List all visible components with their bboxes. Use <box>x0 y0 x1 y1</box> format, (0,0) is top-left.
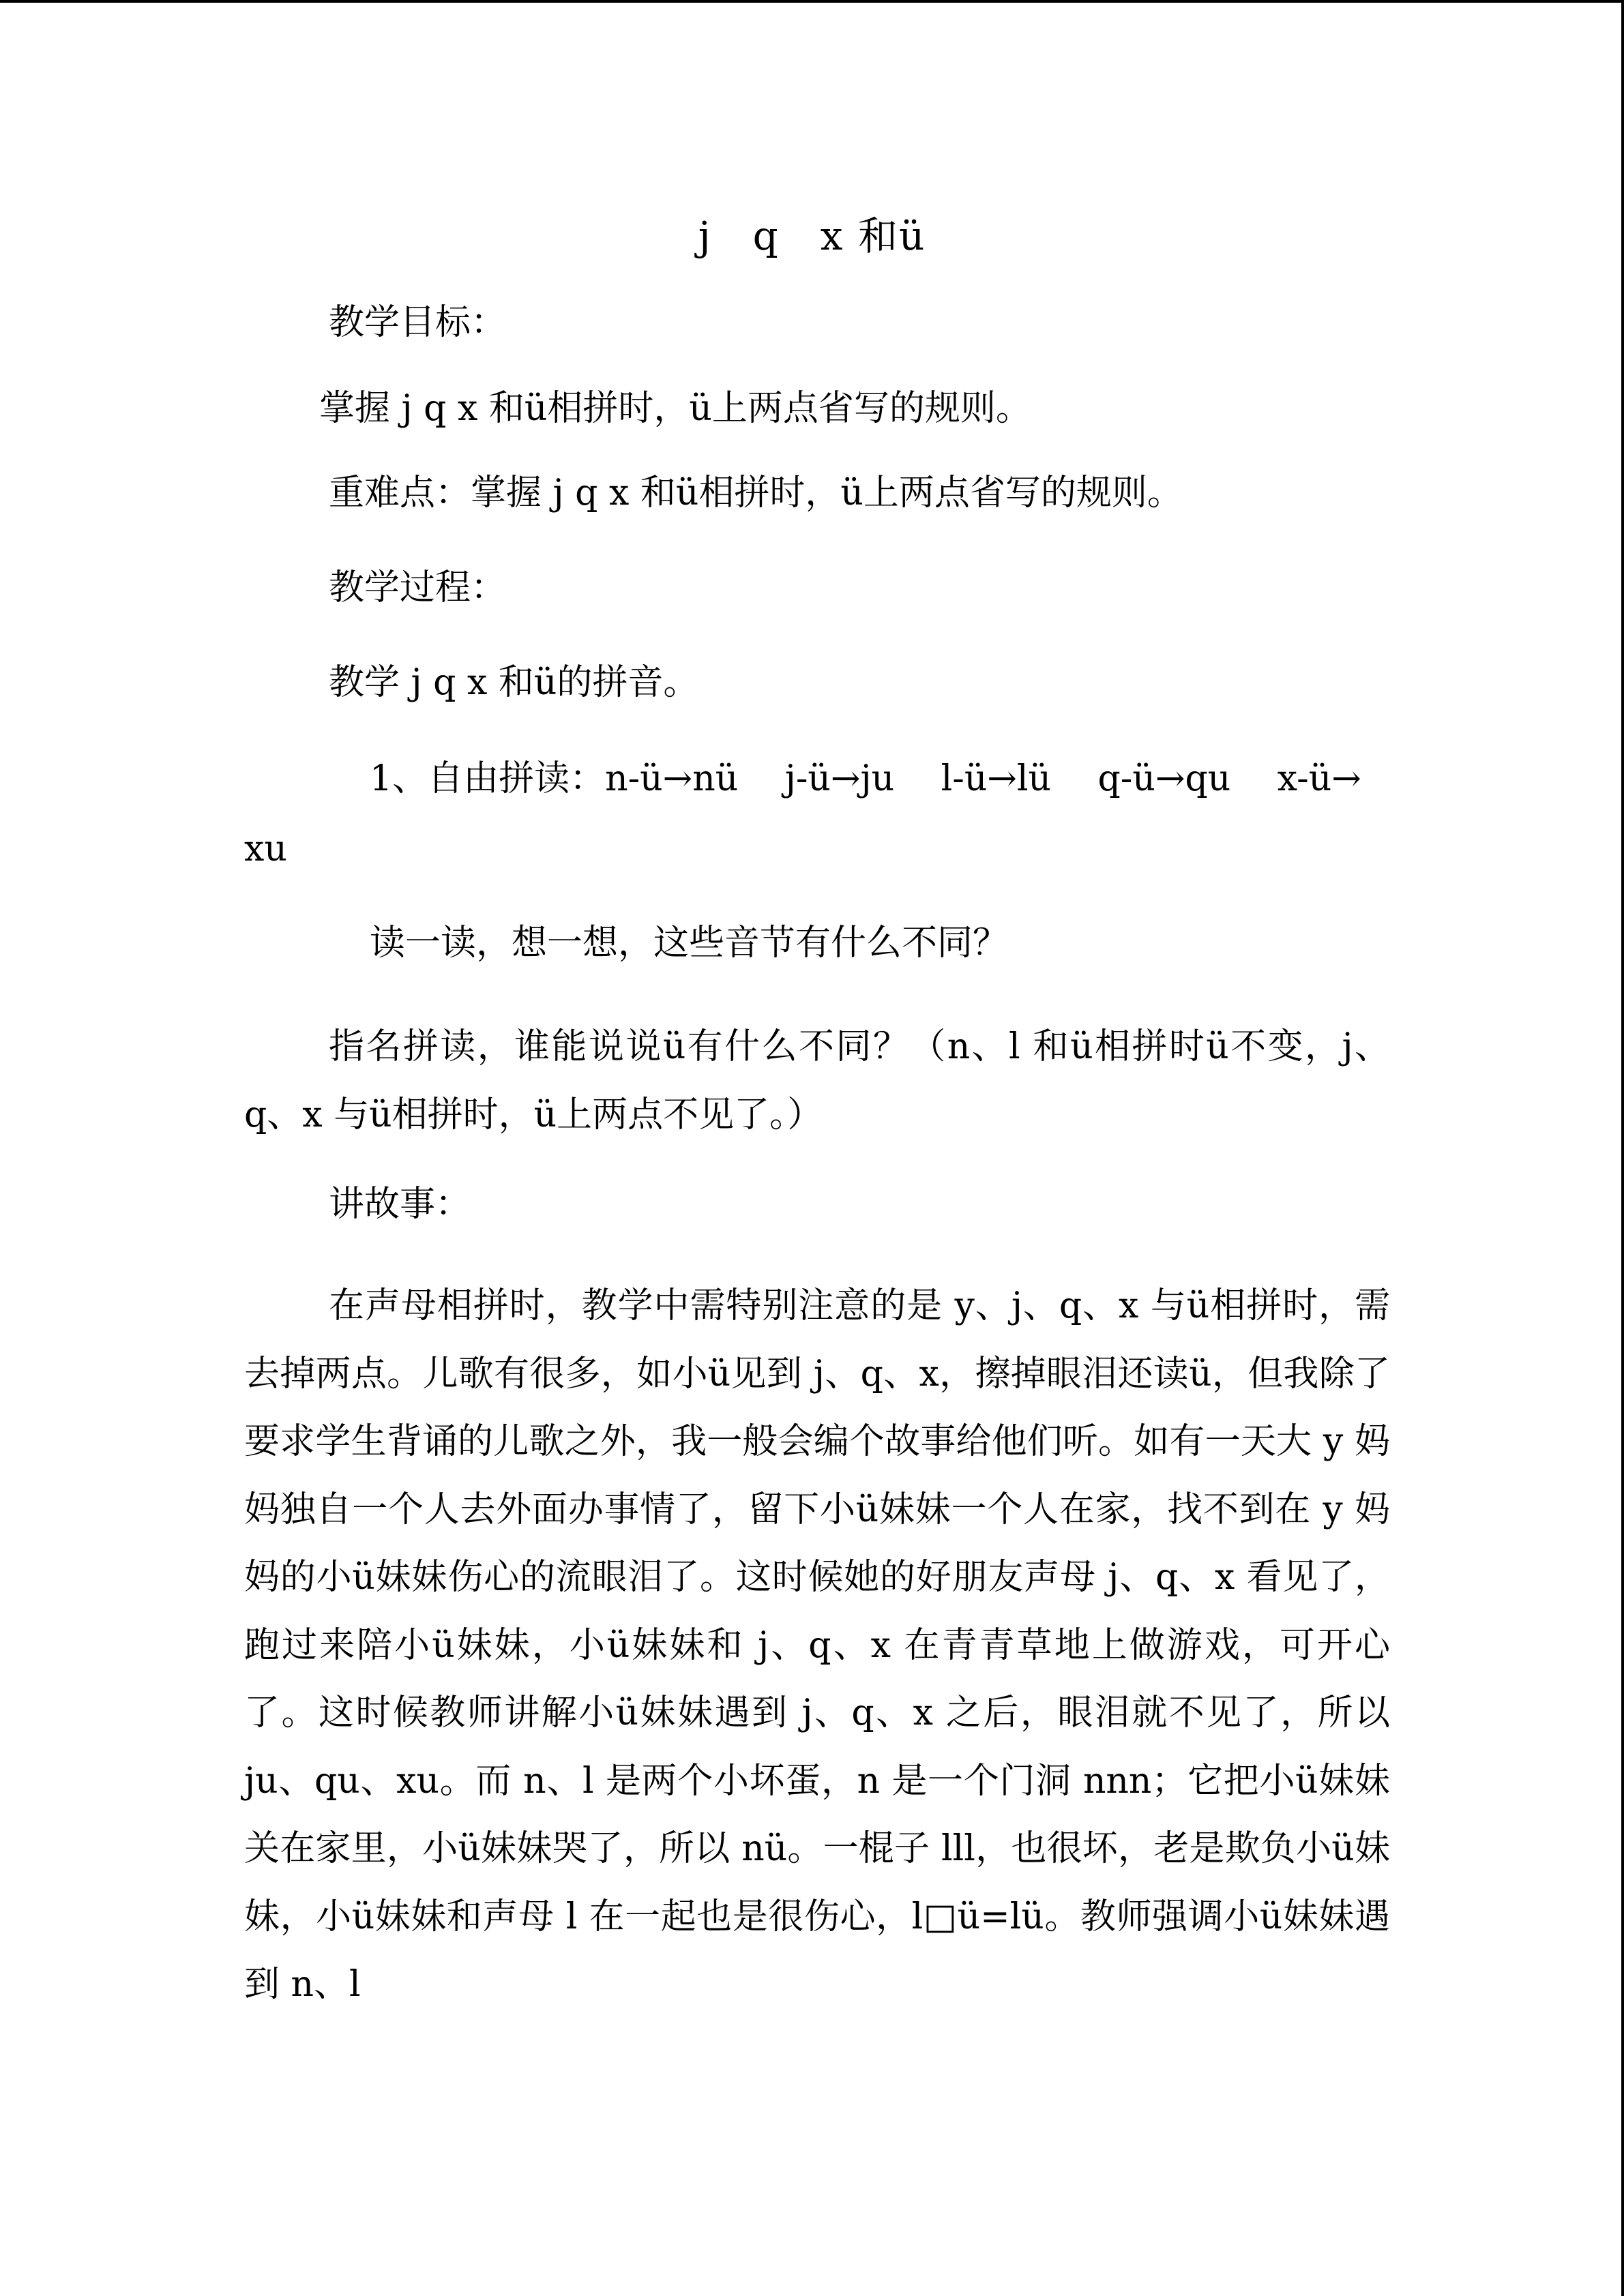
story-paragraph: 在声母相拼时，教学中需特别注意的是 y、j、q、x 与ü相拼时，需去掉两点。儿歌有很多，如小ü见到 j、q、x，擦掉眼泪还读ü，但我除了要求学生背诵的儿歌之外，我一般会编个故事给他们听。如有一天大 y 妈妈独自一个人去外面办事情了，留下小ü妹妹一个人在家，找不到在 y 妈妈的小ü妹妹伤心的流眼泪了。这时候她的好朋友声母 j、q、x 看见了，跑过来陪小ü妹妹，小ü妹妹和 j、q、x 在青青草地上做游戏，可开心了。这时候教师讲解小ü妹妹遇到 j、q、x 之后，眼泪就不见了，所以 ju、qu、xu。而 n、l 是两个小坏蛋，n 是一个门洞 nnn；它把小ü妹妹关在家里，小ü妹妹哭了，所以 nü。一棍子 lll，也很坏，老是欺负小ü妹妹，小ü妹妹和声母 l 在一起也是很伤心，l□ü=lü。教师强调小ü妹妹遇到 n、l <box>244 1285 1390 2005</box>
objectives-heading: 教学目标： <box>329 302 507 343</box>
storytelling-heading: 讲故事： <box>329 1184 471 1225</box>
process-heading: 教学过程： <box>329 567 507 608</box>
teach-pinyin-text: 教学 j q x 和ü的拼音。 <box>329 662 699 703</box>
page-top-border <box>0 0 1624 3</box>
page-right-border <box>1621 0 1624 2296</box>
free-reading-continuation: xu <box>244 829 287 869</box>
read-think-text: 读一读，想一想，这些音节有什么不同？ <box>370 923 1009 964</box>
key-points-text: 重难点：掌握 j q x 和ü相拼时，ü上两点省写的规则。 <box>329 473 1183 513</box>
objective-text: 掌握 j q x 和ü相拼时，ü上两点省写的规则。 <box>319 388 1031 429</box>
free-reading-text: 1、自由拼读：n-ü→nü j-ü→ju l-ü→lü q-ü→qu x-ü→ <box>370 758 1361 799</box>
document-title: j q x 和ü <box>698 213 926 259</box>
name-reading-paragraph: 指名拼读，谁能说说ü有什么不同？（n、l 和ü相拼时ü不变，j、q、x 与ü相拼时，ü上两点不见了。） <box>244 1026 1390 1135</box>
